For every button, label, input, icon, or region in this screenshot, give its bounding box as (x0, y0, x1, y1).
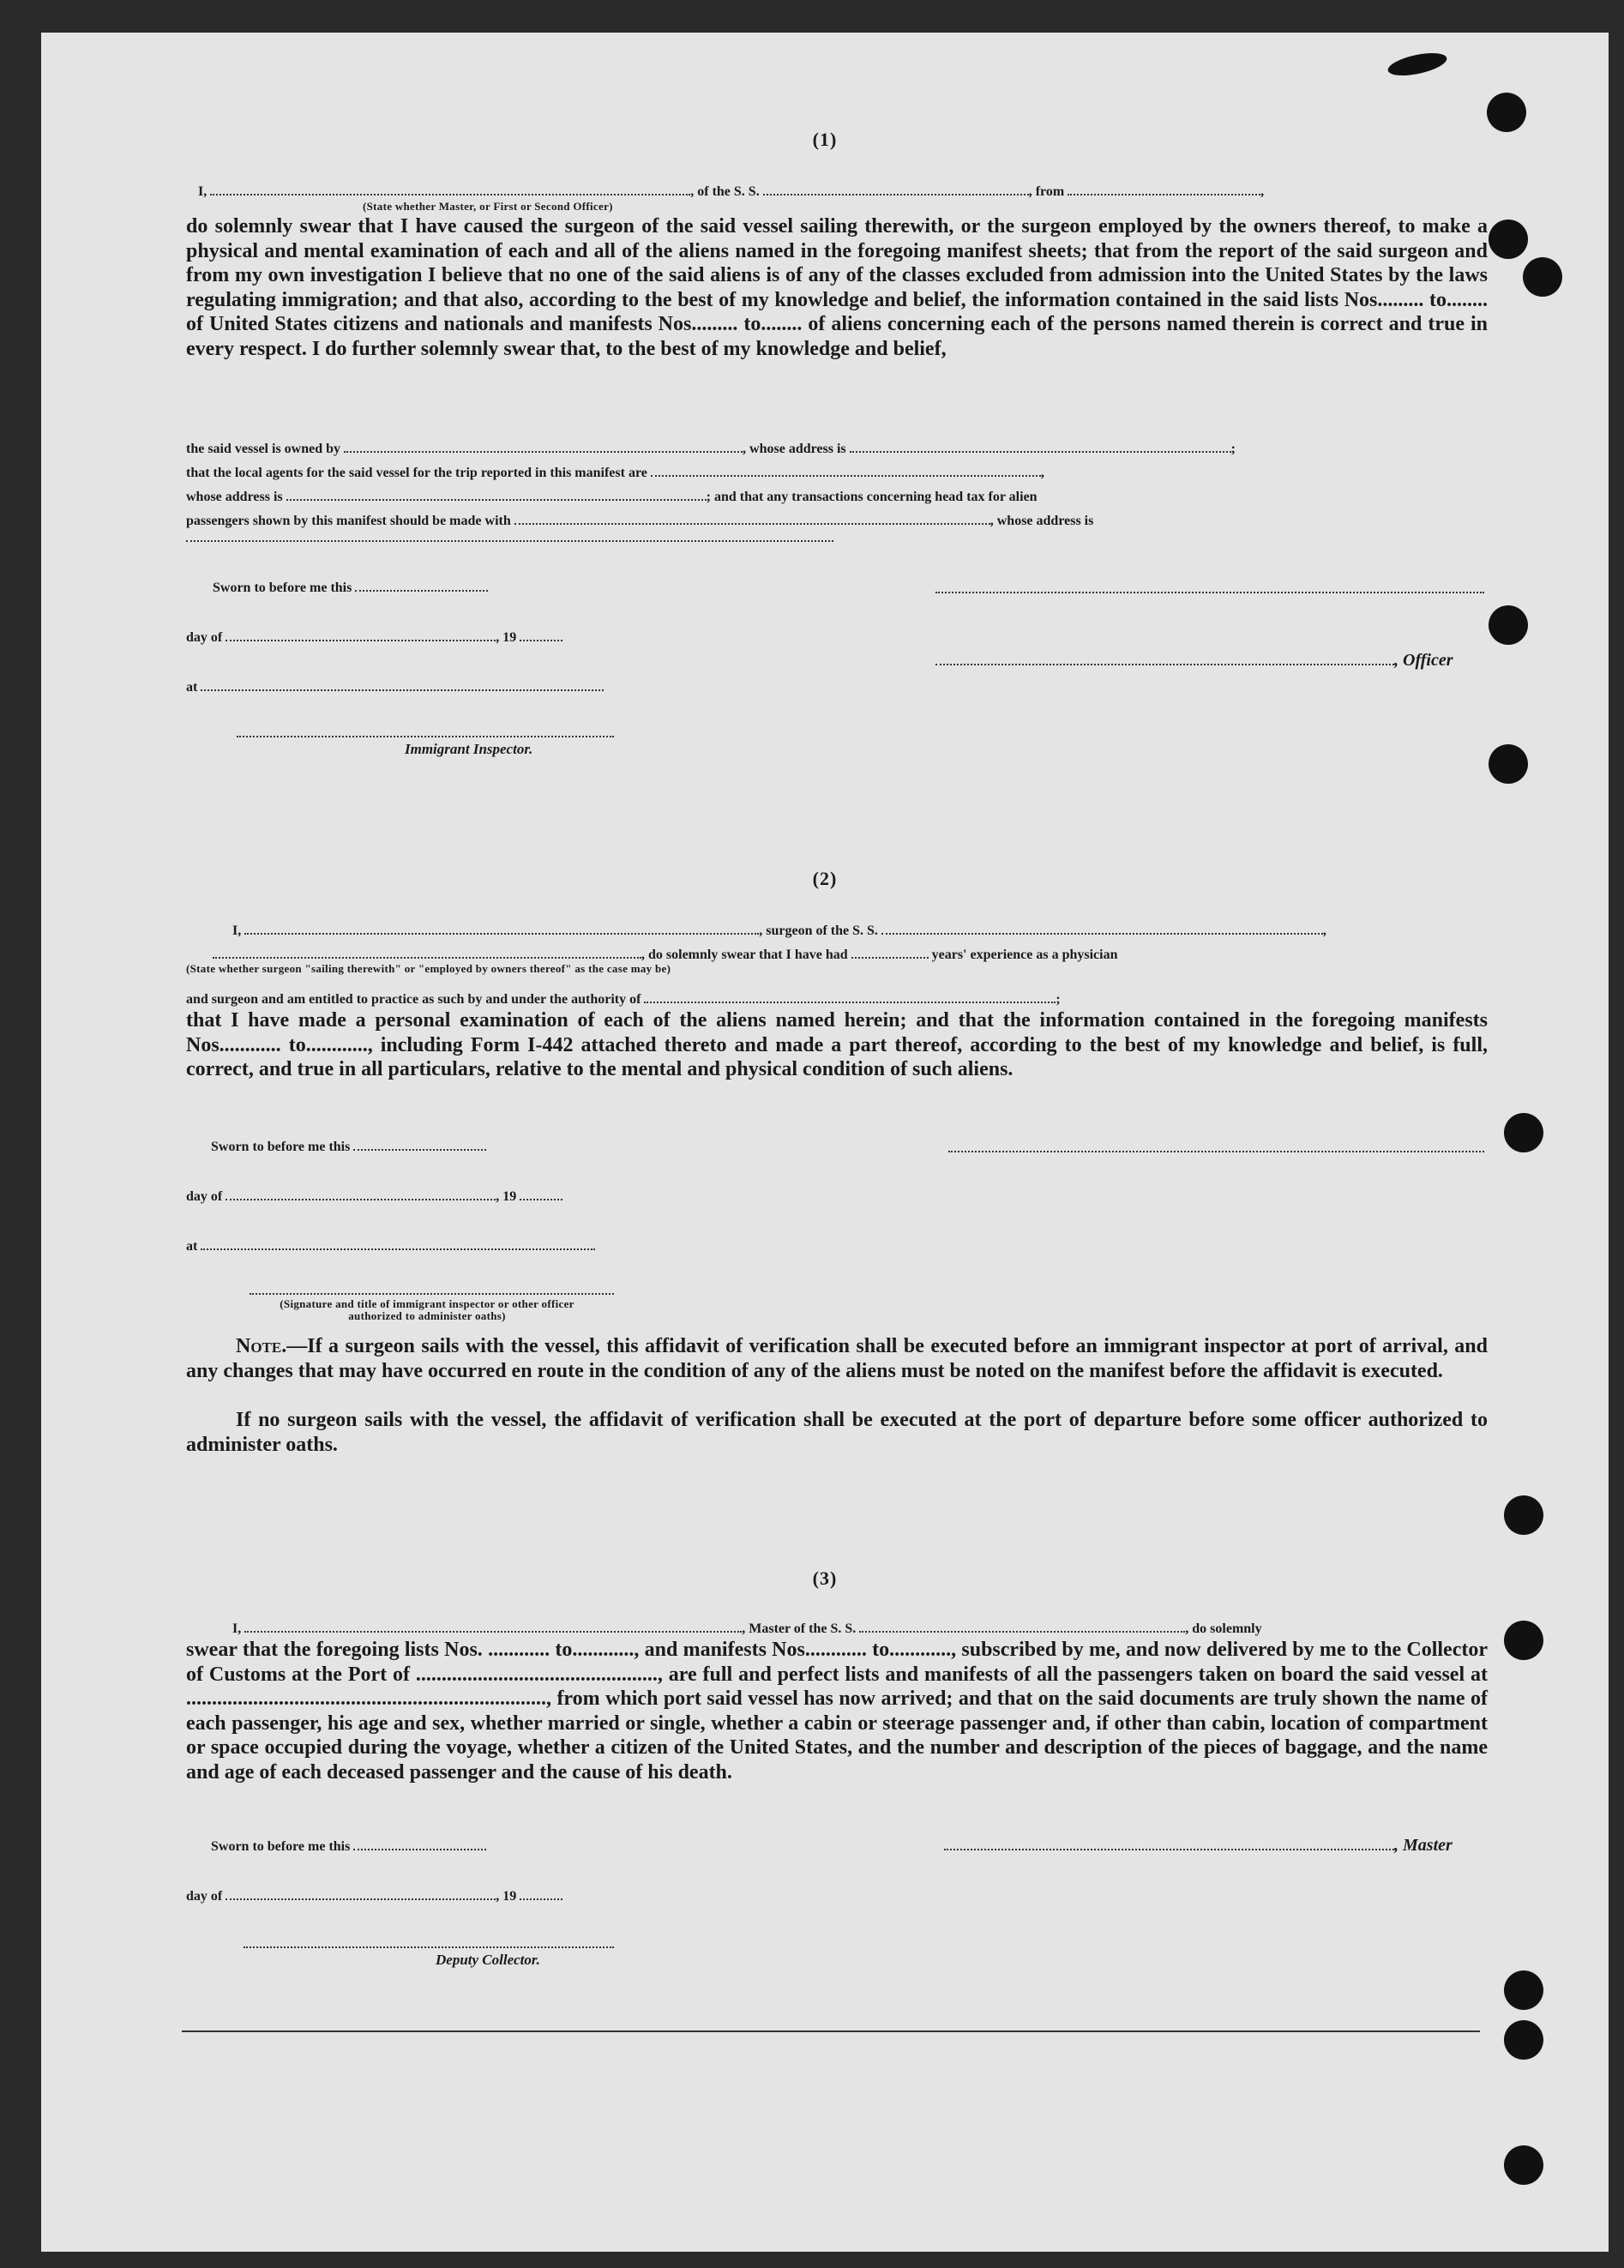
authority-line: and surgeon and am entitled to practice as such by and under the authority of ; (186, 984, 1061, 1008)
local-agents-line: that the local agents for the said vessel for the trip reported in this manifest are , (186, 458, 1044, 481)
inspector-signature-blank (237, 734, 614, 737)
punch-hole (1489, 605, 1528, 645)
signature-title-note: (Signature and title of immigrant inspector or other officer authorized to administer oaths) (280, 1297, 574, 1322)
bottom-rule (182, 2030, 1480, 2032)
s2-signature-blank (948, 1149, 1484, 1152)
section-2-number: (2) (812, 868, 838, 889)
punch-hole (1504, 2145, 1543, 2185)
passengers-line: passengers shown by this manifest should be made with , whose address is (186, 506, 1093, 529)
whose-address-line: whose address is ; and that any transactions concerning head tax for alien (186, 482, 1038, 505)
s2-officer-signature-blank (250, 1291, 614, 1295)
s2-sworn-line: Sworn to before me this (211, 1132, 486, 1155)
section-1-body: do solemnly swear that I have caused the surgeon of the said vessel sailing therewith, or the surgeon employed by the owners thereof, to make a physical and mental examination of each and all of the aliens named in the foregoing manifest sheets; that from the report of the said surgeon and from my own investigation I believe that no one of the said aliens is of any of the classes excluded from admission into the United States by the laws regulating immigration; and that also, according to the best of my knowledge and belief, the information contained in the said lists Nos......... to........ of United States citizens and nationals and manifests Nos......... to........ of aliens concerning each of the persons named therein is correct and true in every respect. I do further solemnly swear that, to the best of my knowledge and belief, (186, 215, 1488, 360)
punch-hole (1489, 220, 1528, 259)
s1-first-line: I, , of the S. S. , from , (198, 177, 1264, 200)
s2-at-line: at (186, 1231, 595, 1254)
immigrant-inspector-label: Immigrant Inspector. (405, 741, 533, 757)
s1-signature-blank (935, 590, 1484, 593)
master-officer-note: (State whether Master, or First or Second Officer) (363, 200, 613, 213)
section-2-body: that I have made a personal examination of each of the aliens named herein; and that the information contained in the foregoing manifests Nos............ to............, including Form I-442 attached thereto and made a part thereof, according to the best of my knowledge and belief, is full, correct, and true in all particulars, relative to the mental and physical condition of such aliens. (186, 1009, 1488, 1080)
s3-first-line: I, , Master of the S. S. , do solemnly (232, 1614, 1262, 1637)
s3-master-line: , Master (944, 1832, 1453, 1856)
surgeon-note: (State whether surgeon "sailing therewith" or "employed by owners thereof" as the case may be) (186, 962, 671, 975)
section-3-body: swear that the foregoing lists Nos. ............ to............, and manifests Nos............ to............, subscribed by me, and now delivered by me to the Collector of Customs at the Port of ..............................................., are full and perfect lists and manifests of all the passengers taken on board the said vessel at ......................................................................, from which port said vessel has now arrived; and that on the said documents are truly shown the name of each passenger, his age and sex, whether married or single, whether a cabin or steerage passenger and, if other than cabin, location of compartment or space occupied during the voyage, whether a citizen of the United States, and the number and description of the pieces of baggage, and the name and age of each deceased passenger and the cause of his death. (186, 1639, 1488, 1784)
punch-hole (1523, 257, 1562, 297)
s1-at-line: at (186, 672, 604, 695)
section-3-number: (3) (812, 1567, 838, 1589)
s1-officer-line: , Officer (935, 647, 1453, 671)
punch-hole (1504, 2020, 1543, 2060)
owned-by-line: the said vessel is owned by , whose address is ; (186, 434, 1236, 457)
s2-day-line: day of , 19 (186, 1182, 562, 1205)
punch-hole (1504, 1970, 1543, 2010)
s2-first-line: I, , surgeon of the S. S. , (232, 916, 1326, 939)
s3-sworn-line: Sworn to before me this (211, 1832, 486, 1855)
section-1-number: (1) (812, 129, 838, 150)
no-surgeon-paragraph: If no surgeon sails with the vessel, the affidavit of verification shall be executed at the port of departure before some officer authorized to administer oaths. (186, 1409, 1488, 1456)
s1-sworn-line: Sworn to before me this (213, 573, 488, 596)
s1-day-line: day of , 19 (186, 623, 562, 646)
ink-blot (1386, 49, 1448, 80)
s3-day-line: day of , 19 (186, 1881, 562, 1904)
document-page (41, 33, 1609, 2252)
address-blank (186, 538, 833, 542)
surgeon-note-paragraph: Note.—If a surgeon sails with the vessel, this affidavit of verification shall be executed before an immigrant inspector at port of arrival, and any changes that may have occurred en route in the condition of any of the aliens must be noted on the manifest before the affidavit is executed. (186, 1335, 1488, 1382)
deputy-signature-blank (244, 1945, 614, 1948)
punch-hole (1489, 744, 1528, 784)
s2-second-line: , do solemnly swear that I have had years' experience as a physician (213, 940, 1118, 963)
deputy-collector-label: Deputy Collector. (436, 1952, 540, 1968)
punch-hole (1504, 1495, 1543, 1535)
punch-hole (1487, 93, 1526, 132)
punch-hole (1504, 1113, 1543, 1152)
punch-hole (1504, 1621, 1543, 1660)
